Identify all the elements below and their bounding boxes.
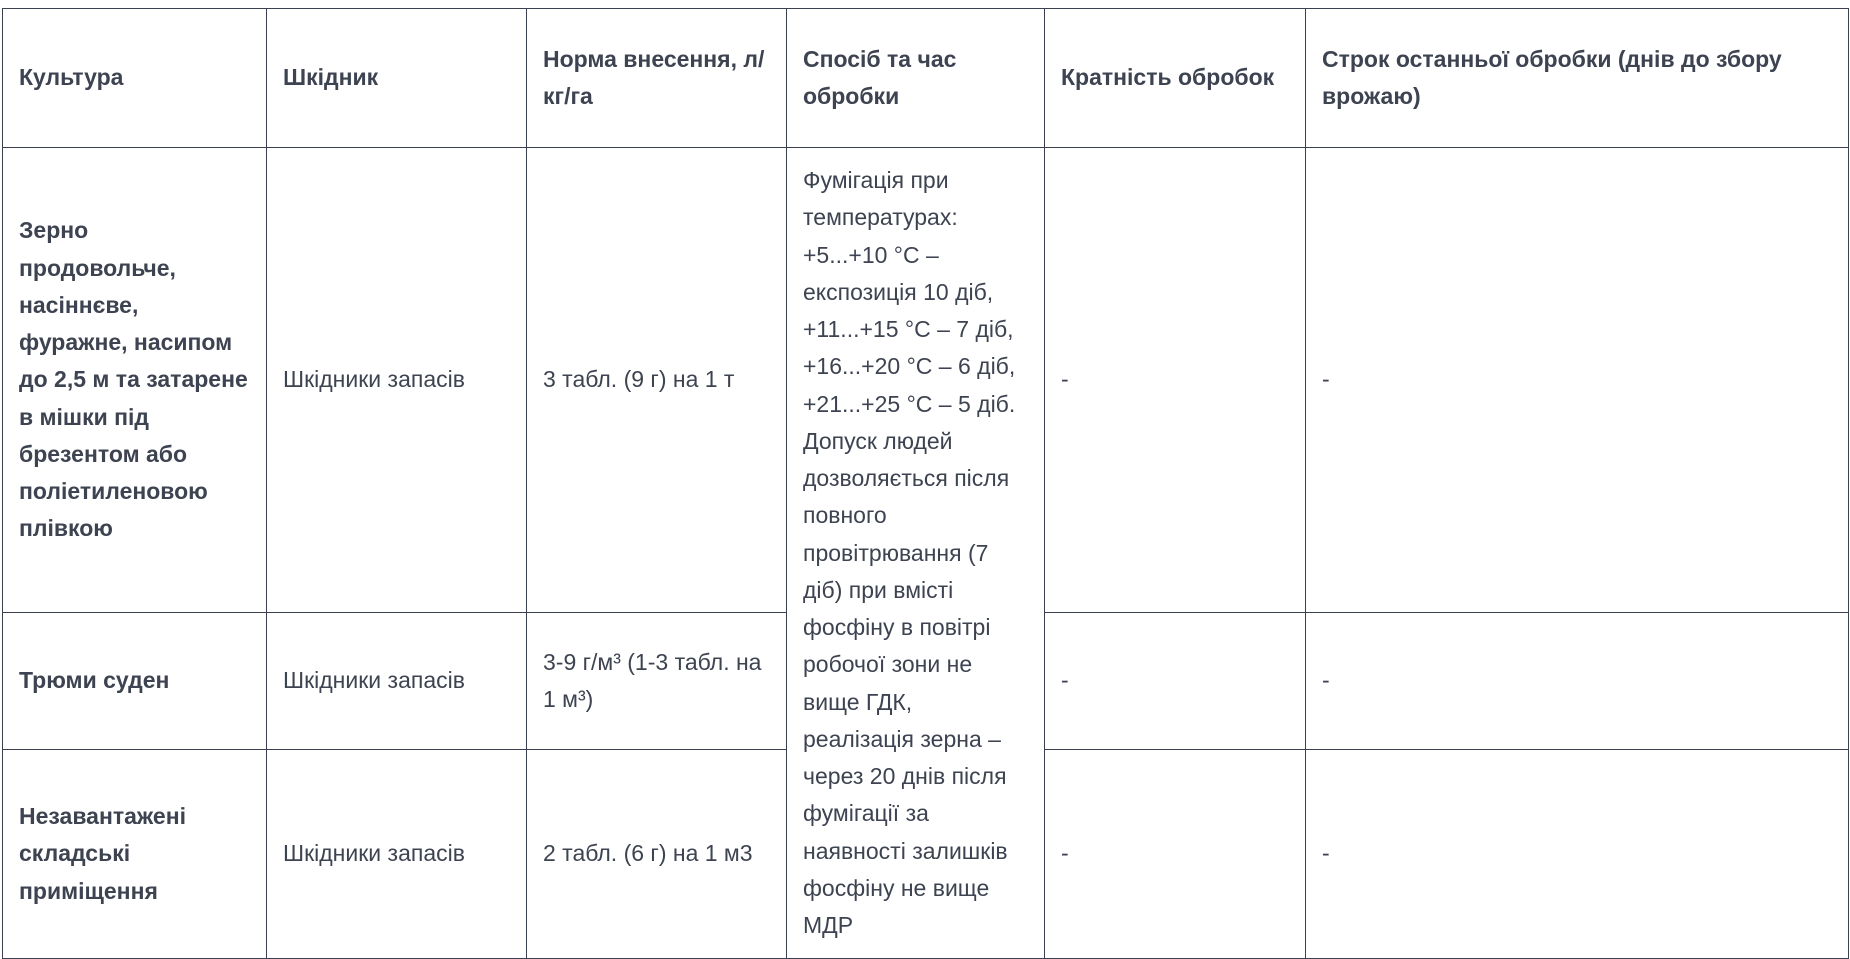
pesticide-application-table (2, 8, 1849, 959)
column-header-culture: Культура (3, 9, 267, 148)
cell-method-and-time: Фумігація при температурах: +5...+10 °C – експозиція 10 діб, +11...+15 °C – 7 діб, +16...+20 °C – 6 діб, +21...+25 °C – 5 діб. Допуск людей дозволяється після повного провітрювання (7 діб) при вмісті фосфіну в повітрі робочої зони не вище ГДК, реалізація зерна – через 20 днів після фумігації за наявності залишків фосфіну не вище МДР (787, 148, 1045, 959)
cell-application-rate: 3 табл. (9 г) на 1 т (527, 148, 787, 613)
column-header-pest: Шкідник (267, 9, 527, 148)
table-header-row (3, 9, 1849, 148)
cell-treatment-frequency: - (1045, 613, 1306, 750)
cell-last-treatment-term: - (1306, 613, 1849, 750)
column-header-treatment-frequency: Кратність обробок (1045, 9, 1306, 148)
cell-treatment-frequency: - (1045, 749, 1306, 958)
cell-culture: Зерно продовольче, насіннєве, фуражне, насипом до 2,5 м та затарене в мішки під брезентом або поліетиленовою плівкою (3, 148, 267, 613)
column-header-method-and-time: Спосіб та час обробки (787, 9, 1045, 148)
column-header-application-rate: Норма внесення, л/кг/га (527, 9, 787, 148)
table-body (3, 148, 1849, 959)
table-header (3, 9, 1849, 148)
cell-treatment-frequency: - (1045, 148, 1306, 613)
cell-application-rate: 3-9 г/м³ (1-3 табл. на 1 м³) (527, 613, 787, 750)
cell-pest: Шкідники запасів (267, 749, 527, 958)
cell-culture: Трюми суден (3, 613, 267, 750)
cell-last-treatment-term: - (1306, 749, 1849, 958)
cell-pest: Шкідники запасів (267, 148, 527, 613)
cell-last-treatment-term: - (1306, 148, 1849, 613)
cell-culture: Незавантажені складські приміщення (3, 749, 267, 958)
column-header-last-treatment-term: Строк останньої обробки (днів до збору врожаю) (1306, 9, 1849, 148)
cell-pest: Шкідники запасів (267, 613, 527, 750)
cell-application-rate: 2 табл. (6 г) на 1 м3 (527, 749, 787, 958)
table-row (3, 148, 1849, 613)
